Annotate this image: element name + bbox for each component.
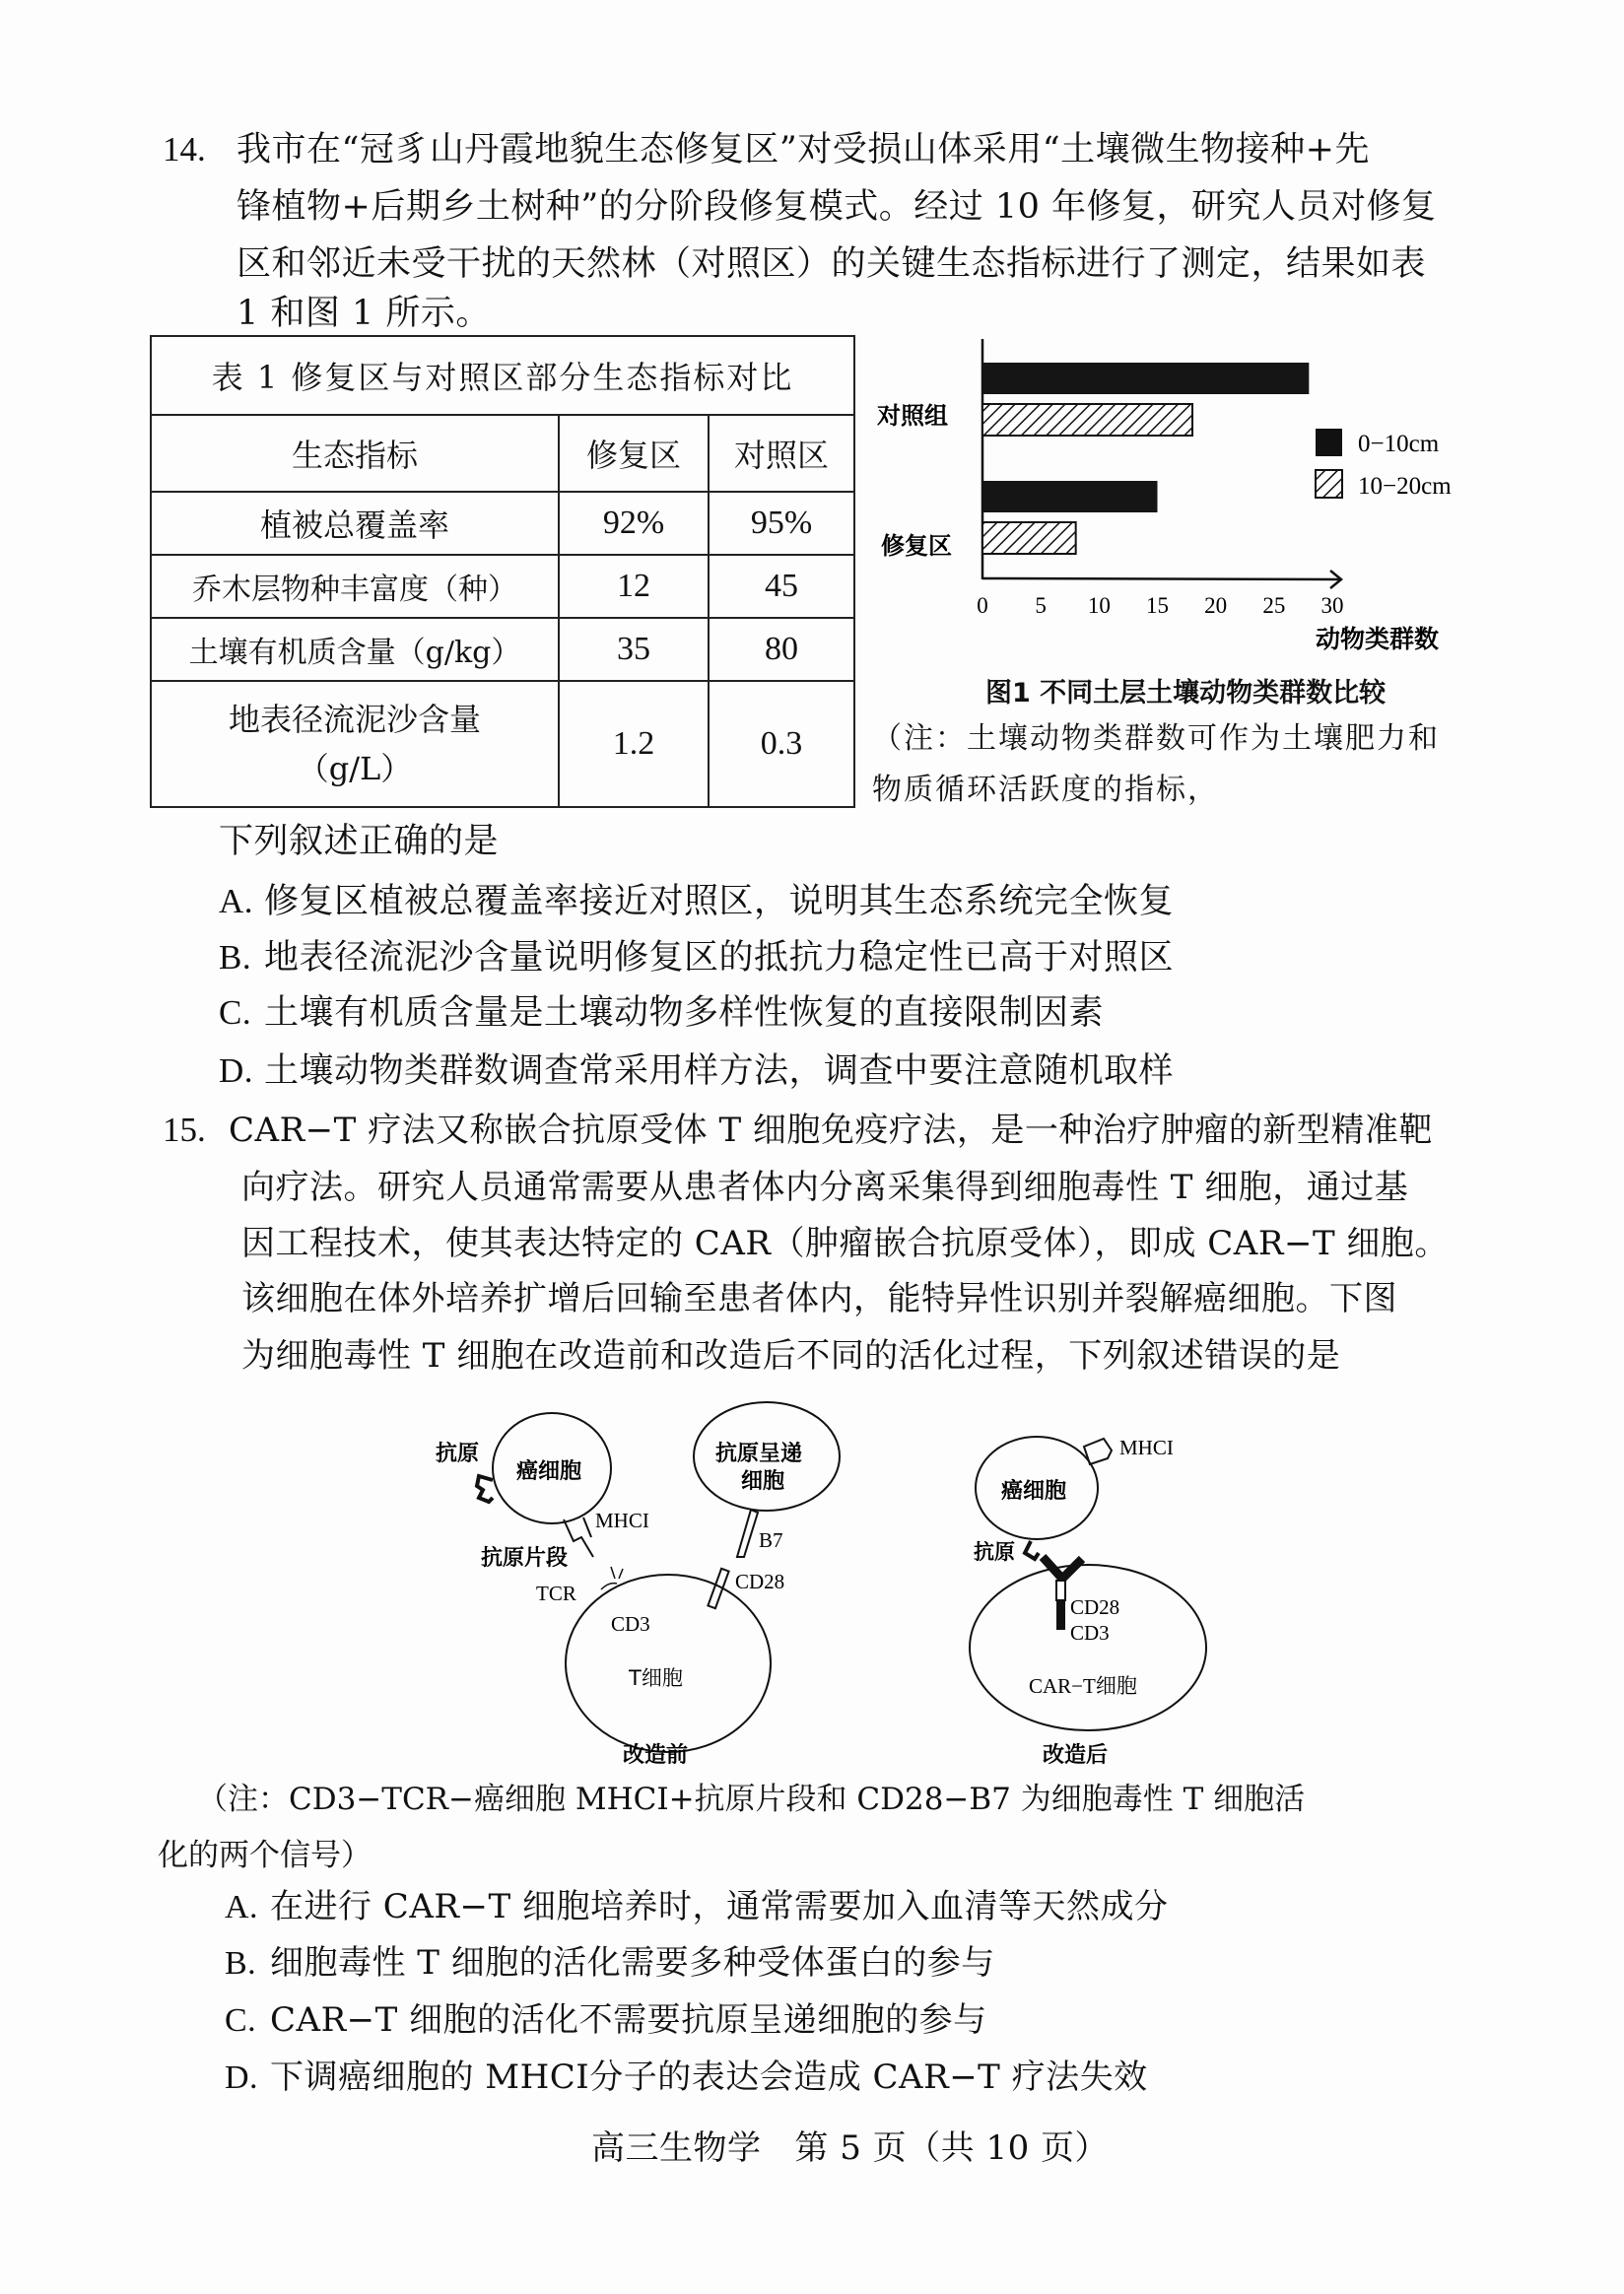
label-mhci: MHCI — [595, 1509, 649, 1532]
option-text: 土壤动物类群数调查常采用样方法，调查中要注意随机取样 — [264, 1051, 1175, 1091]
category-label: 修复区 — [881, 532, 952, 560]
label-cd3: CD3 — [1070, 1621, 1110, 1645]
option-b[interactable] — [219, 936, 1174, 979]
antigen-shape — [477, 1476, 493, 1502]
figure-note: （注：土壤动物类群数可作为土壤肥力和 — [872, 721, 1440, 756]
repair-cell: 92% — [559, 492, 709, 555]
category-label: 对照组 — [877, 402, 948, 430]
option-letter: A. — [219, 882, 254, 920]
antigen-shape — [1025, 1541, 1039, 1559]
stem-line: 1 和图 1 所示。 — [237, 294, 491, 333]
question-number: 15. — [163, 1111, 206, 1149]
table-header-repair: 修复区 — [559, 415, 709, 492]
label-car-t-cell: CAR−T细胞 — [1029, 1674, 1137, 1698]
option-text: 细胞毒性 T 细胞的活化需要多种受体蛋白的参与 — [270, 1943, 995, 1983]
label-tcr: TCR — [536, 1582, 576, 1605]
diagram-caption: 改造后 — [1043, 1743, 1109, 1768]
bar-10-20cm-对照组 — [982, 404, 1192, 436]
option-d[interactable] — [219, 1049, 1174, 1093]
option-c[interactable] — [219, 991, 1104, 1035]
option-letter: B. — [225, 1945, 257, 1982]
x-tick-label: 0 — [977, 593, 988, 618]
table-header-indicator: 生态指标 — [151, 415, 559, 492]
indicator-cell: 植被总覆盖率 — [151, 492, 559, 555]
table-1 — [150, 335, 855, 808]
x-tick-label: 30 — [1320, 593, 1344, 618]
question-prompt: 下列叙述正确的是 — [219, 822, 500, 861]
label-antigen: 抗原 — [436, 1442, 480, 1466]
car-receptor-shape — [1043, 1557, 1082, 1579]
option-letter: C. — [219, 993, 252, 1032]
option-letter: B. — [219, 938, 252, 977]
mhci-shape — [1084, 1439, 1112, 1464]
control-cell: 45 — [709, 555, 854, 618]
label-apc: 抗原呈递 — [715, 1442, 803, 1466]
car-t-cell-shape — [970, 1565, 1206, 1730]
legend-label: 10−20cm — [1358, 473, 1452, 500]
label-cancer-cell: 癌细胞 — [1001, 1479, 1067, 1504]
legend-label: 0−10cm — [1358, 431, 1440, 457]
option-letter: A. — [225, 1889, 259, 1925]
table-title: 表 1 修复区与对照区部分生态指标对比 — [151, 336, 854, 415]
label-mhci: MHCI — [1119, 1436, 1174, 1459]
page-footer: 高三生物学 第 5 页（共 10 页） — [591, 2128, 1110, 2168]
diagram-note: （注：CD3−TCR−癌细胞 MHCⅠ+抗原片段和 CD28−B7 为细胞毒性 T 细胞活 — [197, 1782, 1306, 1817]
option-b[interactable] — [225, 1941, 995, 1986]
option-text: 地表径流泥沙含量说明修复区的抵抗力稳定性已高于对照区 — [264, 938, 1175, 978]
option-a[interactable] — [219, 880, 1174, 923]
diagram-before — [414, 1399, 847, 1774]
control-cell: 80 — [709, 618, 854, 681]
option-letter: D. — [219, 1051, 254, 1090]
figure-caption: 图1 不同土层土壤动物类群数比较 — [985, 678, 1387, 708]
x-tick-label: 10 — [1087, 593, 1111, 618]
label-apc: 细胞 — [741, 1469, 785, 1494]
stem-line: 该细胞在体外培养扩增后回输至患者体内，能特异性识别并裂解癌细胞。下图 — [241, 1279, 1397, 1318]
b7-shape — [737, 1510, 758, 1557]
label-cd3: CD3 — [611, 1612, 650, 1636]
label-antigen-fragment: 抗原片段 — [481, 1546, 569, 1571]
label-cancer-cell: 癌细胞 — [516, 1459, 582, 1484]
x-axis — [982, 578, 1340, 579]
stem-line: 为细胞毒性 T 细胞在改造前和改造后不同的活化过程，下列叙述错误的是 — [241, 1336, 1341, 1376]
indicator-cell: 乔木层物种丰富度（种） — [151, 555, 559, 618]
x-tick-label: 25 — [1262, 593, 1286, 618]
diagram-caption: 改造前 — [623, 1743, 689, 1768]
table-row — [151, 681, 854, 807]
stem-line: 我市在“冠豸山丹霞地貌生态修复区”对受损山体采用“土壤微生物接种+先 — [237, 130, 1371, 169]
option-text: 下调癌细胞的 MHCⅠ分子的表达会造成 CAR−T 疗法失效 — [270, 2058, 1148, 2097]
table-row — [151, 555, 854, 618]
question-number: 14. — [163, 130, 206, 169]
figure-note: 物质循环活跃度的指标， — [872, 773, 1219, 807]
label-cd28: CD28 — [735, 1570, 785, 1593]
stem-line: 因工程技术，使其表达特定的 CAR（肿瘤嵌合抗原受体），即成 CAR−T 细胞。 — [241, 1224, 1449, 1263]
t-cell-shape — [566, 1575, 771, 1752]
table-row — [151, 492, 854, 555]
bar-0-10cm-对照组 — [982, 363, 1309, 394]
bar-0-10cm-修复区 — [982, 481, 1158, 512]
option-d[interactable] — [225, 2056, 1148, 2100]
repair-cell: 1.2 — [559, 681, 709, 807]
option-c[interactable] — [225, 1998, 987, 2043]
x-tick-label: 20 — [1204, 593, 1228, 618]
repair-cell: 35 — [559, 618, 709, 681]
option-text: 在进行 CAR−T 细胞培养时，通常需要加入血清等天然成分 — [270, 1887, 1169, 1926]
control-cell: 0.3 — [709, 681, 854, 807]
figure-1-chart — [867, 325, 1478, 650]
label-b7: B7 — [759, 1528, 783, 1552]
label-antigen: 抗原 — [974, 1540, 1015, 1564]
indicator-line: 地表径流泥沙含量 — [228, 701, 481, 738]
legend-swatch-solid — [1316, 429, 1342, 456]
cd28-shape — [708, 1569, 728, 1608]
option-text: CAR−T 细胞的活化不需要抗原呈递细胞的参与 — [270, 2000, 987, 2040]
cd3-segment — [1056, 1600, 1065, 1630]
stem-line: 锋植物+后期乡土树种”的分阶段修复模式。经过 10 年修复，研究人员对修复 — [237, 187, 1437, 227]
x-tick-label: 15 — [1146, 593, 1169, 618]
control-cell: 95% — [709, 492, 854, 555]
stem-line: CAR−T 疗法又称嵌合抗原受体 T 细胞免疫疗法，是一种治疗肿瘤的新型精准靶 — [229, 1111, 1433, 1150]
stem-line: 区和邻近未受干扰的天然林（对照区）的关键生态指标进行了测定，结果如表 — [237, 244, 1427, 284]
bar-10-20cm-修复区 — [982, 522, 1076, 554]
x-axis-title: 动物类群数 — [1316, 625, 1440, 650]
repair-cell: 12 — [559, 555, 709, 618]
indicator-cell — [151, 681, 559, 807]
diagram-after — [946, 1399, 1242, 1774]
cd28-segment — [1056, 1581, 1065, 1600]
x-tick-label: 5 — [1035, 593, 1047, 618]
diagram-note: 化的两个信号） — [158, 1838, 372, 1873]
label-t-cell: T细胞 — [629, 1666, 683, 1690]
mhci-shape — [564, 1518, 593, 1557]
legend-swatch-hatched — [1316, 470, 1342, 498]
table-header-control: 对照区 — [709, 415, 854, 492]
option-text: 修复区植被总覆盖率接近对照区，说明其生态系统完全恢复 — [264, 882, 1175, 921]
option-text: 土壤有机质含量是土壤动物多样性恢复的直接限制因素 — [264, 993, 1105, 1033]
table-row — [151, 618, 854, 681]
indicator-cell: 土壤有机质含量（g/kg） — [151, 618, 559, 681]
option-a[interactable] — [225, 1885, 1168, 1929]
stem-line: 向疗法。研究人员通常需要从患者体内分离采集得到细胞毒性 T 细胞，通过基 — [241, 1168, 1409, 1207]
label-cd28: CD28 — [1070, 1595, 1120, 1619]
indicator-unit: （g/L） — [297, 750, 413, 787]
option-letter: D. — [225, 2059, 259, 2096]
option-letter: C. — [225, 2002, 257, 2039]
